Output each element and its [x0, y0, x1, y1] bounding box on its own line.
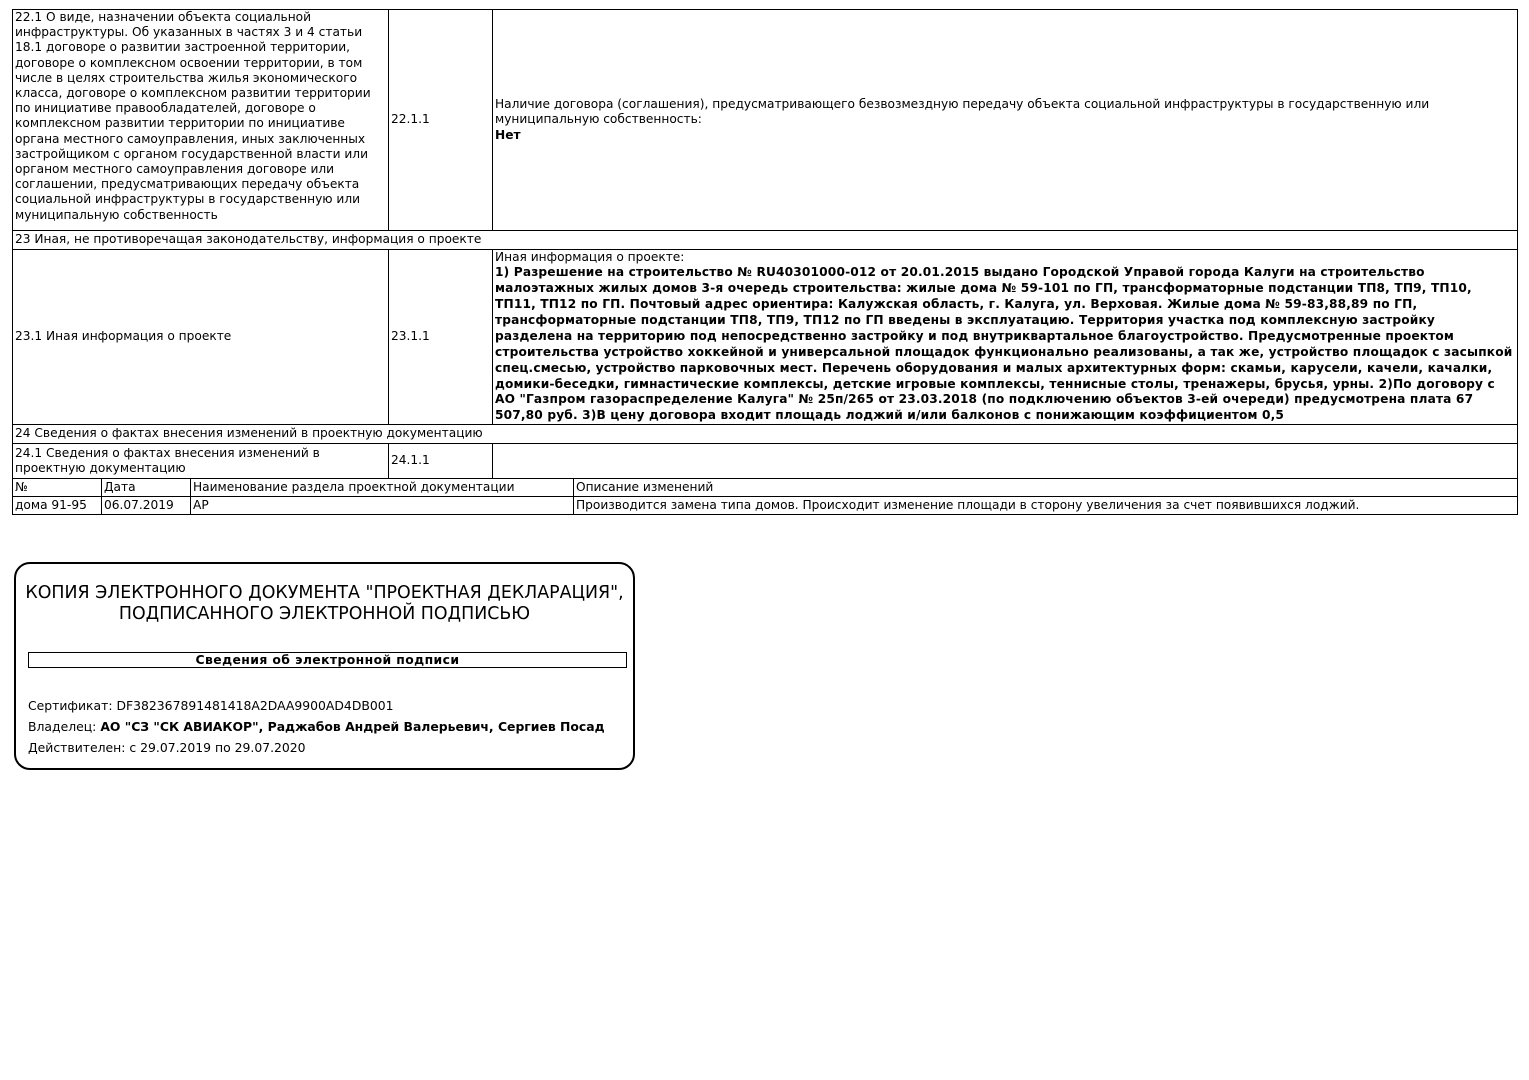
section-23-code: 23.1.1: [389, 250, 493, 425]
section-22-content: [493, 10, 1518, 231]
change-number: дома 91-95: [13, 497, 102, 515]
row-23-1: [13, 250, 1518, 425]
section-23-label: 23.1 Иная информация о проекте: [13, 250, 389, 425]
changes-col-section: Наименование раздела проектной документации: [191, 479, 574, 497]
validity-line: [28, 740, 306, 755]
changes-col-number: №: [13, 479, 102, 497]
stamp-title-line2: ПОДПИСАННОГО ЭЛЕКТРОННОЙ ПОДПИСЬЮ: [118, 604, 531, 624]
validity-value: с 29.07.2019 по 29.07.2020: [129, 740, 306, 755]
section-22-value: Нет: [495, 127, 521, 142]
row-24-header: [13, 425, 1518, 444]
electronic-signature-stamp: [14, 562, 635, 770]
section-23-header: 23 Иная, не противоречащая законодательству, информация о проекте: [13, 231, 1518, 250]
row-23-header: [13, 231, 1518, 250]
section-24-label: 24.1 Сведения о фактах внесения изменений в проектную документацию: [13, 444, 389, 479]
owner-value: АО "СЗ "СК АВИАКОР", Раджабов Андрей Валерьевич, Сергиев Посад: [100, 719, 605, 734]
changes-col-description: Описание изменений: [574, 479, 1518, 497]
section-23-intro: Иная информация о проекте:: [495, 250, 685, 264]
declaration-table: [12, 9, 1518, 479]
change-section: АР: [191, 497, 574, 515]
section-22-label: 22.1 О виде, назначении объекта социальной инфраструктуры. Об указанных в частях 3 и 4 статьи 18.1 договоре о развитии застроенной территории, договоре о комплексном освоении территории, в том числе в целях строительства жилья экономического класса, договоре о комплексном развитии территории по инициативе правообладателей, договоре о комплексном развитии территории по инициативе органа местного самоуправления, иных заключенных застройщиком с органом государственной власти или органом местного самоуправления договоре или соглашении, предусматривающих передачу объекта социальной инфраструктуры в государственную или муниципальную собственность: [13, 10, 389, 231]
owner-line: [28, 719, 605, 734]
section-22-code: 22.1.1: [389, 10, 493, 231]
table-row: [13, 497, 1518, 515]
section-24-code: 24.1.1: [389, 444, 493, 479]
validity-label: Действителен:: [28, 740, 126, 755]
row-24-1: [13, 444, 1518, 479]
section-23-body: 1) Разрешение на строительство № RU40301000-012 от 20.01.2015 выдано Городской Управой города Калуги на строительство малоэтажных жилых домов 3-я очередь строительства: жилые дома № 59-101 по ГП, трансформаторные подстанции ТП8, ТП9, ТП10, ТП11, ТП12 по ГП. Почтовый адрес ориентира: Калужская область, г. Калуга, ул. Верховая. Жилые дома № 59-83,88,89 по ГП, трансформаторные подстанции ТП8, ТП9, ТП12 по ГП введены в эксплуатацию. Территория участка под комплексную застройку разделена на территорию под непосредственно застройку и под внутриквартальное благоустройство. Предусмотренные проектом строительства устройство хоккейной и универсальной площадок функционально реализованы, а так же, устройство площадок с засыпкой спец.смесью, устройство парковочных мест. Перечень оборудования и малых архитектурных форм: скамьи, карусели, качели, качалки, домики-беседки, гимнастические комплексы, детские игровые комплексы, теннисные столы, тренажеры, брусья, урны. 2)По договору с АО "Газпром газораспределение Калуга" № 25п/265 от 23.03.2018 (по подключению объектов 3-ей очереди) предусмотрена плата 67 507,80 руб. 3)В цену договора входит площадь лоджий и/или балконов с понижающим коэффициентом 0,5: [495, 265, 1513, 423]
changes-table: [12, 478, 1518, 515]
section-22-text: Наличие договора (соглашения), предусматривающего безвозмездную передачу объекта социальной инфраструктуры в государственную или муниципальную собственность:: [495, 97, 1430, 127]
section-24-value: [493, 444, 1518, 479]
section-23-content: [493, 250, 1518, 425]
declaration-document: [12, 9, 1517, 515]
certificate-line: [28, 698, 394, 713]
change-date: 06.07.2019: [102, 497, 191, 515]
stamp-title: [16, 583, 633, 625]
stamp-title-line1: КОПИЯ ЭЛЕКТРОННОГО ДОКУМЕНТА "ПРОЕКТНАЯ ДЕКЛАРАЦИЯ",: [25, 583, 624, 603]
row-22-1: [13, 10, 1518, 231]
change-description: Производится замена типа домов. Происходит изменение площади в сторону увеличения за счет появившихся лоджий.: [574, 497, 1518, 515]
changes-header-row: [13, 479, 1518, 497]
owner-label: Владелец:: [28, 719, 97, 734]
certificate-label: Сертификат:: [28, 698, 113, 713]
signature-info-heading: Сведения об электронной подписи: [28, 652, 627, 668]
section-24-header: 24 Сведения о фактах внесения изменений в проектную документацию: [13, 425, 1518, 444]
certificate-value: DF382367891481418A2DAA9900AD4DB001: [116, 698, 394, 713]
changes-col-date: Дата: [102, 479, 191, 497]
